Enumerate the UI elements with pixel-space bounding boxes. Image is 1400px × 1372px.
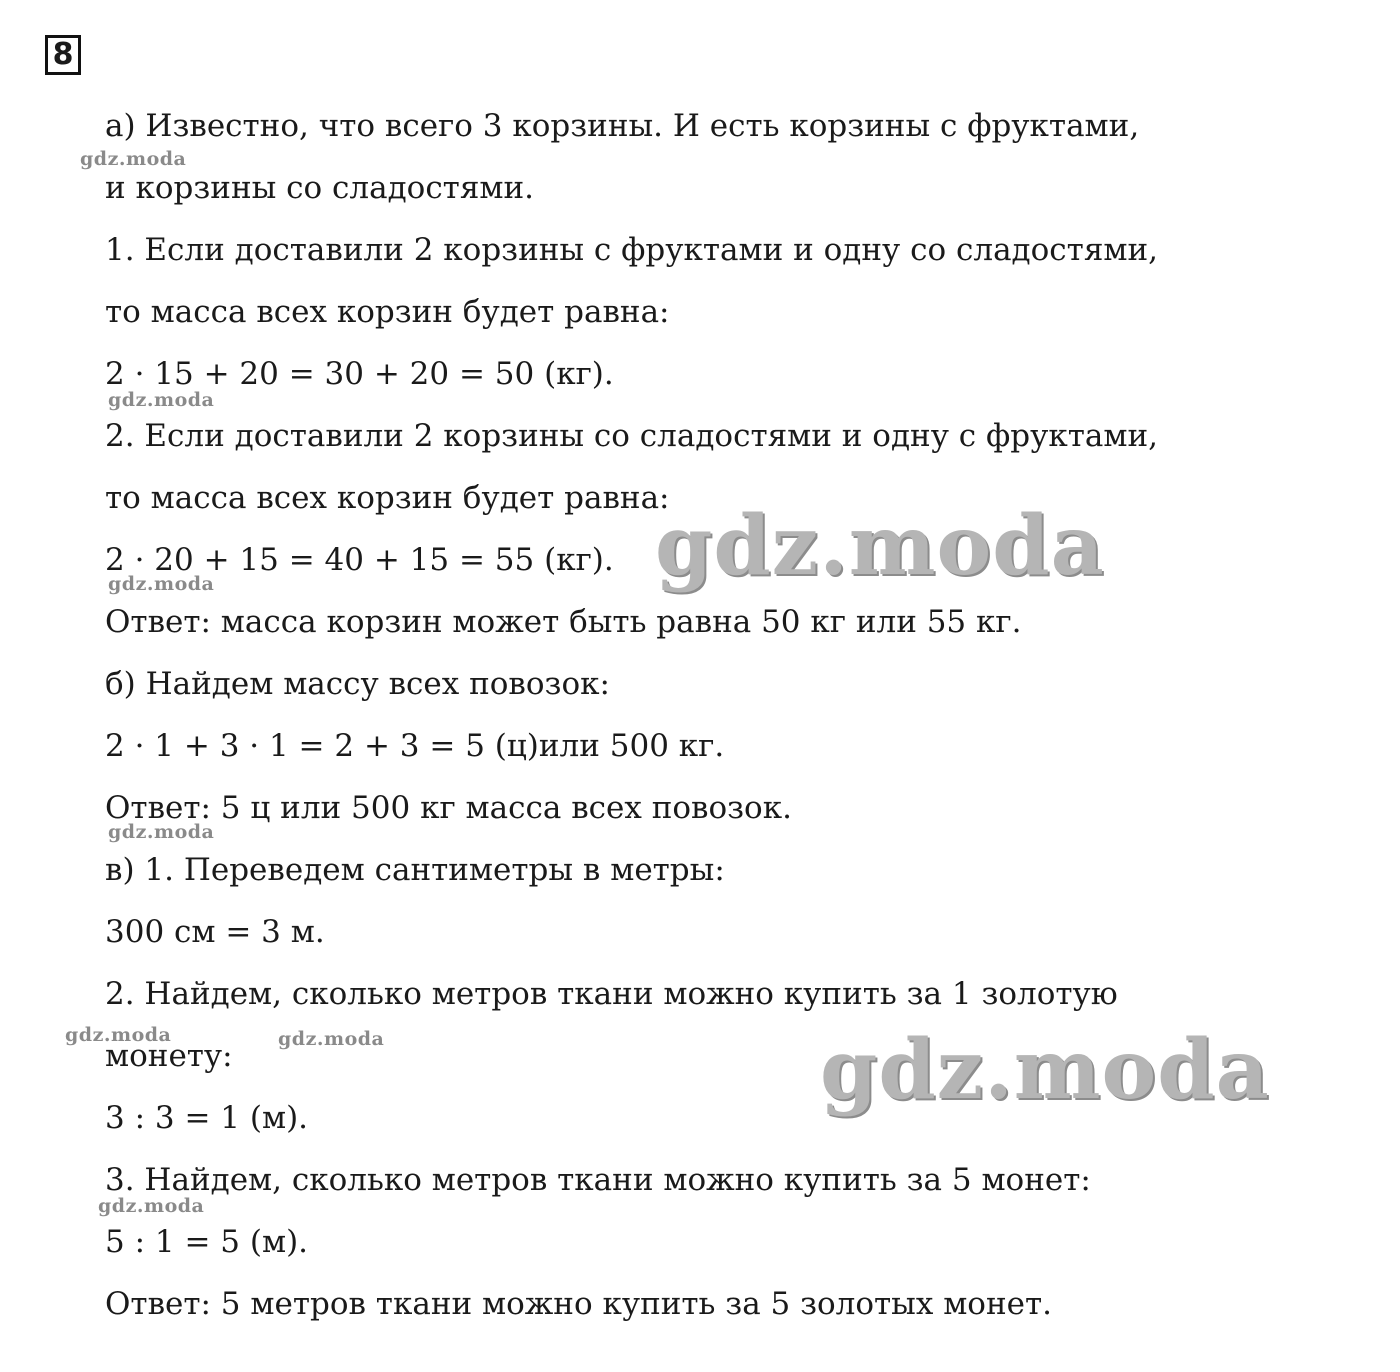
watermark: gdz.moda <box>80 148 187 170</box>
answer-line: Ответ: 5 метров ткани можно купить за 5 золотых монет. <box>105 1286 1052 1322</box>
text-line: 1. Если доставили 2 корзины с фруктами и одну со сладостями, <box>105 232 1159 268</box>
watermark: gdz.moda <box>278 1028 385 1050</box>
equation-line: 2 · 1 + 3 · 1 = 2 + 3 = 5 (ц)или 500 кг. <box>105 728 725 764</box>
equation-line: 3 : 3 = 1 (м). <box>105 1100 309 1136</box>
watermark: gdz.moda <box>108 573 215 595</box>
text-line: то масса всех корзин будет равна: <box>105 480 670 516</box>
watermark: gdz.moda <box>108 821 215 843</box>
text-line: и корзины со сладостями. <box>105 170 535 206</box>
text-line: в) 1. Переведем сантиметры в метры: <box>105 852 725 888</box>
answer-line: Ответ: 5 ц или 500 кг масса всех повозок. <box>105 790 792 826</box>
watermark: gdz.moda <box>65 1024 172 1046</box>
watermark: gdz.moda <box>108 389 215 411</box>
text-line: 2. Если доставили 2 корзины со сладостями и одну с фруктами, <box>105 418 1159 454</box>
watermark: gdz.moda <box>98 1195 205 1217</box>
task-number: 8 <box>45 35 81 75</box>
text-line: то масса всех корзин будет равна: <box>105 294 670 330</box>
text-line: а) Известно, что всего 3 корзины. И есть корзины с фруктами, <box>105 108 1140 144</box>
equation-line: 2 · 20 + 15 = 40 + 15 = 55 (кг). <box>105 542 614 578</box>
text-line: 2. Найдем, сколько метров ткани можно купить за 1 золотую <box>105 976 1118 1012</box>
watermark-large: gdz.moda <box>820 1022 1270 1118</box>
watermark-large: gdz.moda <box>655 498 1105 594</box>
text-line: монету: <box>105 1038 233 1074</box>
equation-line: 300 см = 3 м. <box>105 914 325 950</box>
answer-line: Ответ: масса корзин может быть равна 50 кг или 55 кг. <box>105 604 1022 640</box>
equation-line: 5 : 1 = 5 (м). <box>105 1224 309 1260</box>
solution-text <box>105 95 1345 1335</box>
equation-line: 2 · 15 + 20 = 30 + 20 = 50 (кг). <box>105 356 614 392</box>
text-line: 3. Найдем, сколько метров ткани можно купить за 5 монет: <box>105 1162 1091 1198</box>
text-line: б) Найдем массу всех повозок: <box>105 666 610 702</box>
